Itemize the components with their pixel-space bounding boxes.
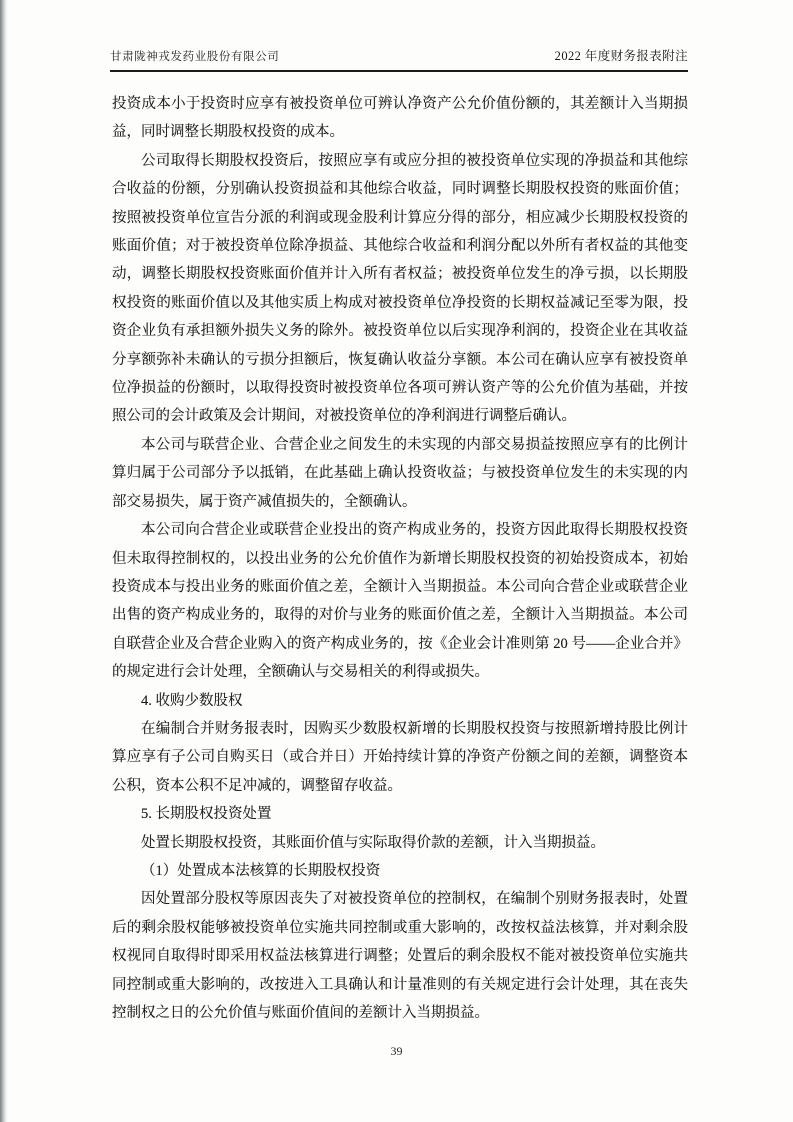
paragraph: 本公司与联营企业、合营企业之间发生的未实现的内部交易损益按照应享有的比例计算归属于公司部分予以抵销，在此基础上确认投资收益；与被投资单位发生的未实现的内部交易损失，属于资产减值损失的，全额确认。 (112, 436, 688, 510)
paragraph: 处置长期股权投资，其账面价值与实际取得价款的差额，计入当期损益。 (141, 834, 605, 851)
section-heading-4: 4. 收购少数股权 (141, 692, 243, 709)
header-company-name: 甘肃陇神戎发药业股份有限公司 (110, 51, 280, 63)
paragraph: 本公司向合营企业或联营企业投出的资产构成业务的，投资方因此取得长期股权投资但未取得控制权的，以投出业务的公允价值作为新增长期股权投资的初始投资成本，初始投资成本与投出业务的账面价值之差，全额计入当期损益。本公司向合营企业或联营企业出售的资产构成业务的，取得的对价与业务的账面价值之差，全额计入当期损益。本公司自联营企业及合营企业购入的资产构成业务的，按《企业会计准则第 20 号——企业合并》的规定进行会计处理，全额确认与交易相关的利得或损失。 (112, 522, 688, 681)
paragraph: 公司取得长期股权投资后，按照应享有或应分担的被投资单位实现的净损益和其他综合收益的份额，分别确认投资损益和其他综合收益，同时调整长期股权投资的账面价值；按照被投资单位宣告分派的利润或现金股利计算应分得的部分，相应减少长期股权投资的账面价值；对于被投资单位除净损益、其他综合收益和利润分配以外所有者权益的其他变动，调整长期股权投资账面价值并计入所有者权益；被投资单位发生的净亏损，以长期股权投资的账面价值以及其他实质上构成对被投资单位净投资的长期权益减记至零为限，投资企业负有承担额外损失义务的除外。被投资单位以后实现净利润的，投资企业在其收益分享额弥补未确认的亏损分担额后，恢复确认收益分享额。本公司在确认应享有被投资单位净损益的份额时，以取得投资时被投资单位各项可辨认资产等的公允价值为基础，并按照公司的会计政策及会计期间，对被投资单位的净利润进行调整后确认。 (112, 152, 688, 425)
document-body (112, 90, 688, 1027)
section-heading-5: 5. 长期股权投资处置 (141, 806, 272, 823)
paragraph: 因处置部分股权等原因丧失了对被投资单位的控制权，在编制个别财务报表时，处置后的剩余股权能够被投资单位实施共同控制或重大影响的，改按权益法核算，并对剩余股权视同自取得时即采用权益法核算进行调整；处置后的剩余股权不能对被投资单位实施共同控制或重大影响的，改按进入工具确认和计量准则的有关规定进行会计处理，其在丧失控制权之日的公允价值与账面价值间的差额计入当期损益。 (112, 891, 688, 1021)
header-report-title: 2022 年度财务报表附注 (554, 49, 688, 63)
paragraph: 投资成本小于投资时应享有被投资单位可辨认净资产公允价值份额的，其差额计入当期损益，同时调整长期股权投资的成本。 (112, 96, 688, 141)
paragraph: 在编制合并财务报表时，因购买少数股权新增的长期股权投资与按照新增持股比例计算应享有子公司自购买日（或合并日）开始持续计算的净资产份额之间的差额，调整资本公积，资本公积不足冲减的，调整留存收益。 (112, 720, 688, 794)
sub-section-heading-1: （1）处置成本法核算的长期股权投资 (141, 862, 381, 879)
page-header (110, 46, 688, 72)
scan-binding-shadow (0, 0, 8, 1122)
page-number: 39 (390, 1044, 403, 1058)
